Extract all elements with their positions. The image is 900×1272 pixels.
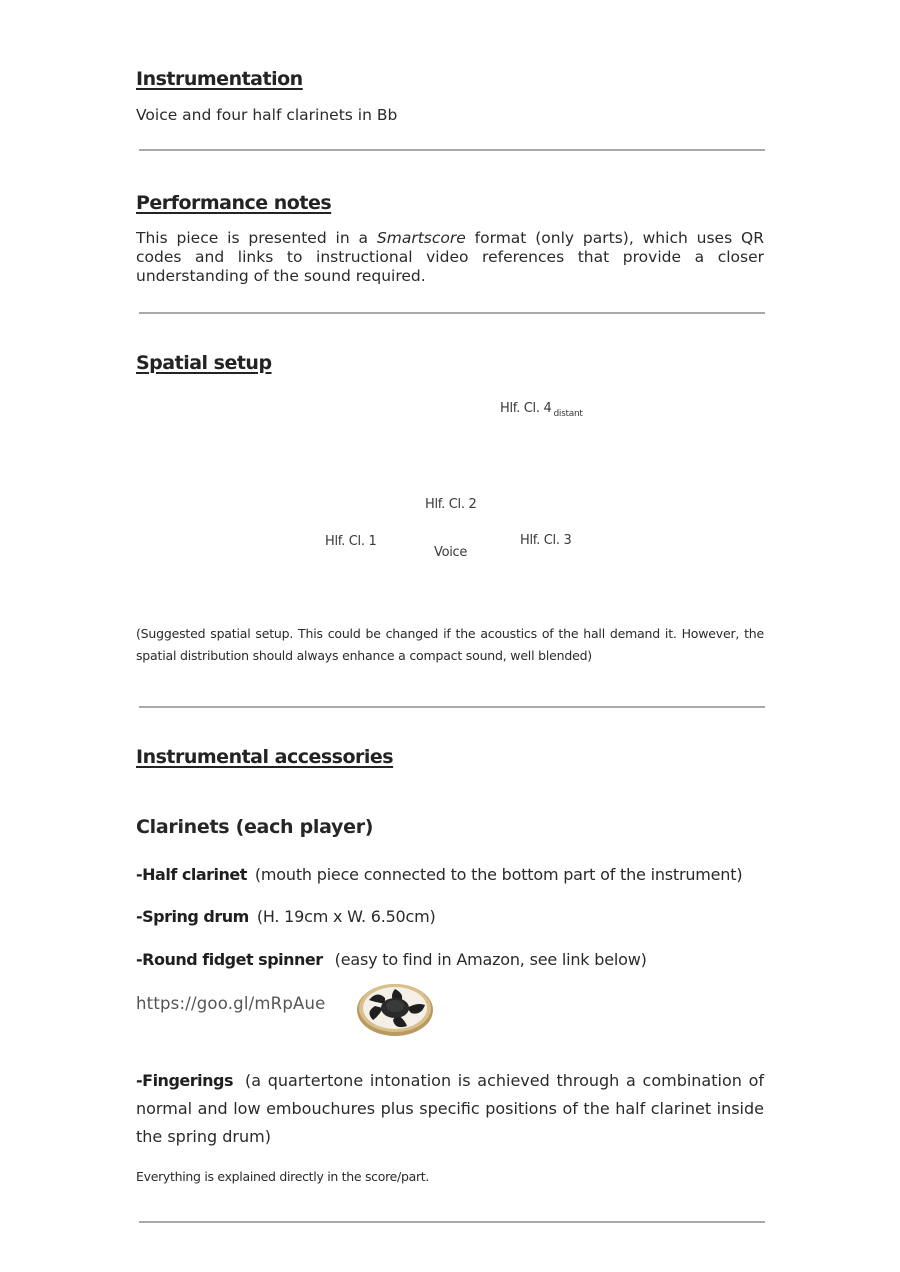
instrumentation-heading: Instrumentation (136, 68, 303, 90)
accessories-heading: Instrumental accessories (136, 746, 394, 768)
section-divider (139, 312, 765, 314)
position-voice: Voice (434, 545, 468, 560)
performance-notes-text-end: format (only parts), which uses QR codes and links to instructional video references that provide a closer understanding of the sound required. (136, 229, 764, 285)
position-label: Hlf. Cl. 4 (500, 401, 552, 416)
fingerings-name: -Fingerings (136, 1071, 233, 1090)
spatial-setup-caption: (Suggested spatial setup. This could be changed if the acoustics of the hall demand it. However, the spatial distribution should always enhance a compact sound, well blended) (136, 626, 764, 663)
section-divider (139, 149, 765, 151)
accessory-item (136, 907, 436, 926)
clarinets-subheading: Clarinets (each player) (136, 816, 374, 838)
section-divider (139, 706, 765, 708)
performance-notes-text (136, 229, 764, 286)
accessory-desc: (mouth piece connected to the bottom part of the instrument) (254, 865, 743, 884)
instrumentation-text: Voice and four half clarinets in Bb (136, 106, 398, 124)
fidget-spinner-image (355, 980, 435, 1038)
spatial-setup-heading: Spatial setup (136, 352, 272, 374)
performance-notes-heading: Performance notes (136, 192, 332, 214)
position-hlf-cl-3: Hlf. Cl. 3 (520, 533, 572, 548)
smartscore-term: Smartscore (376, 229, 466, 247)
fidget-spinner-icon (355, 980, 435, 1038)
accessory-name: -Half clarinet (136, 865, 247, 884)
section-divider (139, 1221, 765, 1223)
score-note: Everything is explained directly in the score/part. (136, 1169, 430, 1184)
accessory-name: -Round fidget spinner (136, 950, 323, 969)
fingerings-item (136, 1067, 764, 1151)
distant-note: distant (553, 408, 583, 419)
accessory-name: -Spring drum (136, 907, 249, 926)
fingerings-desc: (a quartertone intonation is achieved through a combination of normal and low embouchures plus specific positions of the half clarinet inside the spring drum) (136, 1071, 764, 1146)
accessory-item (136, 865, 742, 884)
performance-notes-text-start: This piece is presented in a (136, 229, 377, 247)
accessory-desc: (H. 19cm x W. 6.50cm) (256, 907, 436, 926)
position-hlf-cl-2: Hlf. Cl. 2 (425, 497, 477, 512)
position-hlf-cl-1: Hlf. Cl. 1 (325, 534, 377, 549)
accessory-item (136, 950, 647, 969)
position-hlf-cl-4 (500, 401, 583, 419)
accessory-desc: (easy to find in Amazon, see link below) (334, 950, 647, 969)
fidget-spinner-link[interactable]: https://goo.gl/mRpAue (136, 994, 326, 1013)
